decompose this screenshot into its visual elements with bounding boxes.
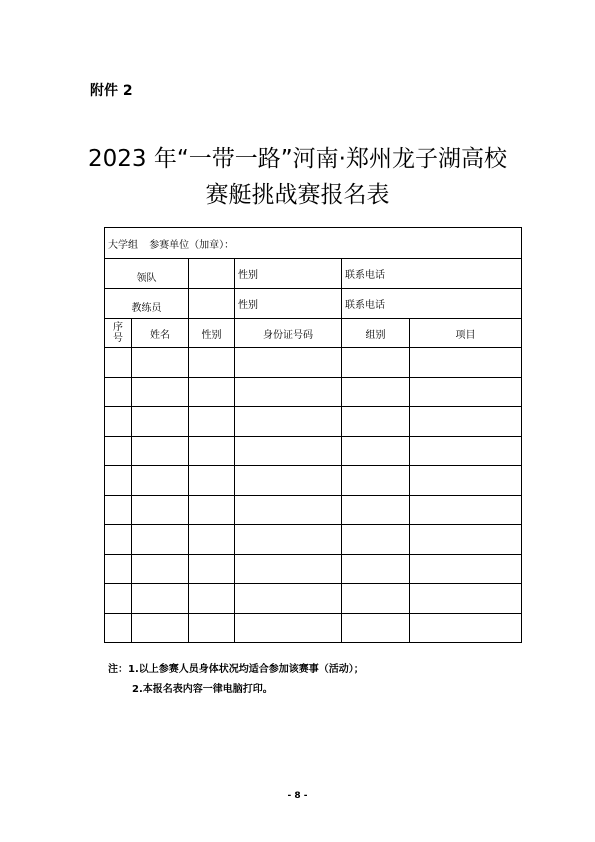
table-cell[interactable] — [235, 584, 342, 614]
table-cell[interactable] — [342, 436, 410, 466]
unit-label: 参赛单位（加章）： — [149, 239, 235, 251]
col-seq-label: 序号 — [113, 322, 123, 344]
table-cell[interactable] — [132, 525, 189, 555]
table-cell[interactable] — [105, 348, 132, 378]
table-cell[interactable] — [189, 495, 235, 525]
table-cell[interactable] — [132, 613, 189, 643]
note-line-2: 2.本报名表内容一律电脑打印。 — [132, 684, 273, 695]
leader-phone-label: 联系电话 — [345, 270, 385, 281]
table-row — [105, 348, 522, 378]
col-header-gender: 性别 — [189, 319, 235, 348]
table-cell[interactable] — [342, 407, 410, 437]
table-cell[interactable] — [410, 436, 522, 466]
table-row — [105, 466, 522, 496]
coach-gender-label: 性别 — [238, 300, 258, 311]
table-cell[interactable] — [189, 584, 235, 614]
table-cell[interactable] — [189, 525, 235, 555]
table-cell[interactable] — [235, 554, 342, 584]
table-cell[interactable] — [410, 407, 522, 437]
form-title-line2: 赛艇挑战赛报名表 — [205, 182, 390, 208]
table-cell[interactable] — [410, 495, 522, 525]
table-cell[interactable] — [105, 584, 132, 614]
leader-label: 领队 — [105, 259, 189, 289]
table-row — [105, 436, 522, 466]
table-cell[interactable] — [410, 348, 522, 378]
leader-row — [105, 259, 522, 289]
table-cell[interactable] — [105, 407, 132, 437]
table-cell[interactable] — [342, 348, 410, 378]
col-header-seq — [105, 319, 132, 348]
table-cell[interactable] — [105, 613, 132, 643]
table-cell[interactable] — [342, 525, 410, 555]
coach-name-cell[interactable] — [189, 289, 235, 319]
table-cell[interactable] — [410, 525, 522, 555]
table-row — [105, 554, 522, 584]
table-cell[interactable] — [410, 377, 522, 407]
table-cell[interactable] — [410, 554, 522, 584]
table-cell[interactable] — [105, 554, 132, 584]
col-header-name: 姓名 — [132, 319, 189, 348]
table-cell[interactable] — [132, 436, 189, 466]
participant-rows — [105, 348, 522, 643]
table-cell[interactable] — [235, 377, 342, 407]
table-cell[interactable] — [189, 554, 235, 584]
coach-phone-label: 联系电话 — [345, 300, 385, 311]
col-header-id: 身份证号码 — [235, 319, 342, 348]
table-row — [105, 525, 522, 555]
table-cell[interactable] — [132, 407, 189, 437]
registration-table — [104, 227, 522, 643]
table-row — [105, 613, 522, 643]
coach-row — [105, 289, 522, 319]
table-cell[interactable] — [132, 554, 189, 584]
table-cell[interactable] — [132, 348, 189, 378]
notes — [108, 660, 364, 700]
group-label: 大学组 — [108, 239, 138, 251]
table-cell[interactable] — [235, 525, 342, 555]
table-cell[interactable] — [189, 348, 235, 378]
table-cell[interactable] — [132, 466, 189, 496]
page-number: - 8 - — [287, 791, 308, 801]
note-line-1: 注：1.以上参赛人员身体状况均适合参加该赛事（活动）； — [108, 664, 364, 675]
table-cell[interactable] — [132, 584, 189, 614]
table-cell[interactable] — [342, 377, 410, 407]
form-title-line1: 2023 年“一带一路”河南·郑州龙子湖高校 — [88, 146, 507, 172]
table-cell[interactable] — [105, 525, 132, 555]
table-cell[interactable] — [342, 495, 410, 525]
leader-gender-label: 性别 — [238, 270, 258, 281]
table-cell[interactable] — [132, 495, 189, 525]
col-header-group: 组别 — [342, 319, 410, 348]
col-header-event: 项目 — [410, 319, 522, 348]
table-cell[interactable] — [410, 584, 522, 614]
table-cell[interactable] — [235, 436, 342, 466]
table-row — [105, 407, 522, 437]
table-cell[interactable] — [235, 466, 342, 496]
table-cell[interactable] — [105, 377, 132, 407]
table-cell[interactable] — [105, 495, 132, 525]
table-row — [105, 377, 522, 407]
table-row — [105, 495, 522, 525]
table-cell[interactable] — [235, 407, 342, 437]
table-cell[interactable] — [342, 466, 410, 496]
table-cell[interactable] — [105, 436, 132, 466]
attachment-label: 附件 2 — [90, 83, 133, 99]
table-cell[interactable] — [189, 377, 235, 407]
table-cell[interactable] — [189, 407, 235, 437]
table-cell[interactable] — [189, 613, 235, 643]
table-cell[interactable] — [235, 348, 342, 378]
table-cell[interactable] — [342, 584, 410, 614]
table-cell[interactable] — [342, 554, 410, 584]
unit-row — [105, 228, 522, 259]
table-cell[interactable] — [189, 466, 235, 496]
table-cell[interactable] — [342, 613, 410, 643]
table-cell[interactable] — [235, 495, 342, 525]
table-cell[interactable] — [189, 436, 235, 466]
table-cell[interactable] — [235, 613, 342, 643]
table-cell[interactable] — [410, 613, 522, 643]
table-header-row — [105, 319, 522, 348]
table-cell[interactable] — [105, 466, 132, 496]
table-cell[interactable] — [410, 466, 522, 496]
coach-label: 教练员 — [105, 289, 189, 319]
table-row — [105, 584, 522, 614]
table-cell[interactable] — [132, 377, 189, 407]
leader-name-cell[interactable] — [189, 259, 235, 289]
